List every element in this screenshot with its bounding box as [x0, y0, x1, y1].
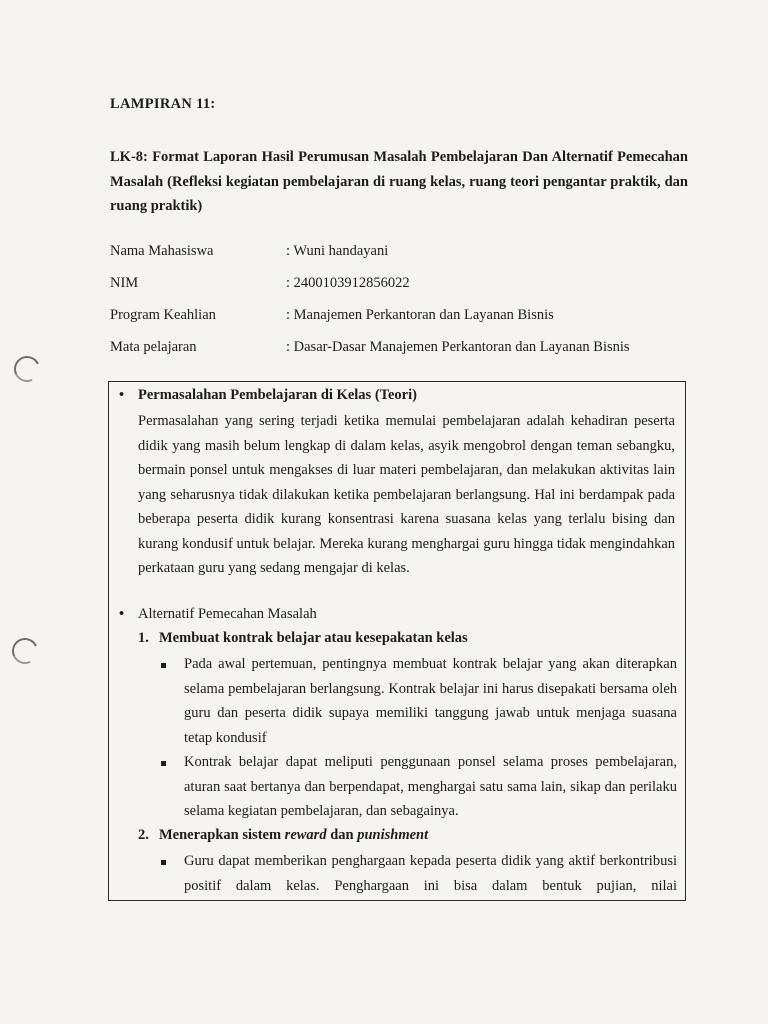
section-title-alternative: Alternatif Pemecahan Masalah [138, 606, 317, 622]
square-bullet-icon [161, 761, 166, 766]
list-item: Pada awal pertemuan, pentingnya membuat kontrak belajar yang akan diterapkan selama pembelajaran berlangsung. Kontrak belajar ini harus disepakati bersama oleh guru dan peserta didik supaya memiliki tanggung jawab untuk menjaga suasana tetap kondusif [184, 656, 677, 746]
identity-label: Mata pelajaran [110, 339, 197, 355]
identity-value: : Manajemen Perkantoran dan Layanan Bisnis [286, 307, 554, 323]
sub-number: 2. [138, 827, 149, 843]
list-item: Kontrak belajar dapat meliputi penggunaan ponsel selama proses pembelajaran, aturan saat bertanya dan berpendapat, menghargai satu sama lain, sikap dan perilaku selama kegiatan pembelajaran, dan sebagainya. [184, 754, 677, 819]
identity-value: : Wuni handayani [286, 243, 389, 259]
list-item: Guru dapat memberikan penghargaan kepada peserta didik yang aktif berkontribusi positif dalam kelas. Penghargaan ini bisa dalam bentuk pujian, nilai [184, 853, 677, 894]
square-bullet-icon [161, 663, 166, 668]
section-title-problem: Permasalahan Pembelajaran di Kelas (Teori) [138, 387, 417, 403]
sub-title-mid: dan [326, 827, 358, 843]
punch-hole-mark [10, 352, 43, 385]
content-box [108, 381, 686, 901]
identity-label: NIM [110, 275, 139, 291]
punishment-term: punishment [357, 827, 429, 843]
identity-label: Program Keahlian [110, 307, 216, 323]
reward-term: reward [284, 827, 327, 843]
sub-title-reward [159, 823, 428, 848]
bullet-icon: • [119, 606, 125, 622]
bullet-icon: • [119, 387, 125, 403]
square-bullet-icon [161, 860, 166, 865]
punch-hole-mark [8, 634, 41, 667]
problem-paragraph: Permasalahan yang sering terjadi ketika memulai pembelajaran adalah kehadiran peserta didik yang masih belum lengkap di dalam kelas, asyik mengobrol dengan teman sebangku, bermain ponsel untuk mengakses di luar materi pembelajaran, dan melakukan aktivitas lain yang seharusnya tidak dilakukan ketika pembelajaran berlangsung. Hal ini berdampak pada beberapa peserta didik kurang konsentrasi karena suasana kelas yang terlalu bising dan kurang kondusif untuk belajar. Mereka kurang menghargai guru hingga tidak mengindahkan perkataan guru yang sedang mengajar di kelas. [138, 413, 675, 576]
sub-title-prefix: Menerapkan sistem [159, 827, 285, 843]
sub-number: 1. [138, 630, 149, 646]
identity-label: Nama Mahasiswa [110, 243, 214, 259]
lampiran-heading: LAMPIRAN 11: [110, 96, 216, 112]
document-title: LK-8: Format Laporan Hasil Perumusan Masalah Pembelajaran Dan Alternatif Pemecahan Masalah (Refleksi kegiatan pembelajaran di ruang kelas, ruang teori pengantar praktik, dan ruang praktik) [110, 149, 688, 214]
sub-title-contract: Membuat kontrak belajar atau kesepakatan kelas [159, 630, 468, 646]
identity-value: : Dasar-Dasar Manajemen Perkantoran dan Layanan Bisnis [286, 339, 630, 355]
identity-value: : 2400103912856022 [286, 275, 410, 291]
